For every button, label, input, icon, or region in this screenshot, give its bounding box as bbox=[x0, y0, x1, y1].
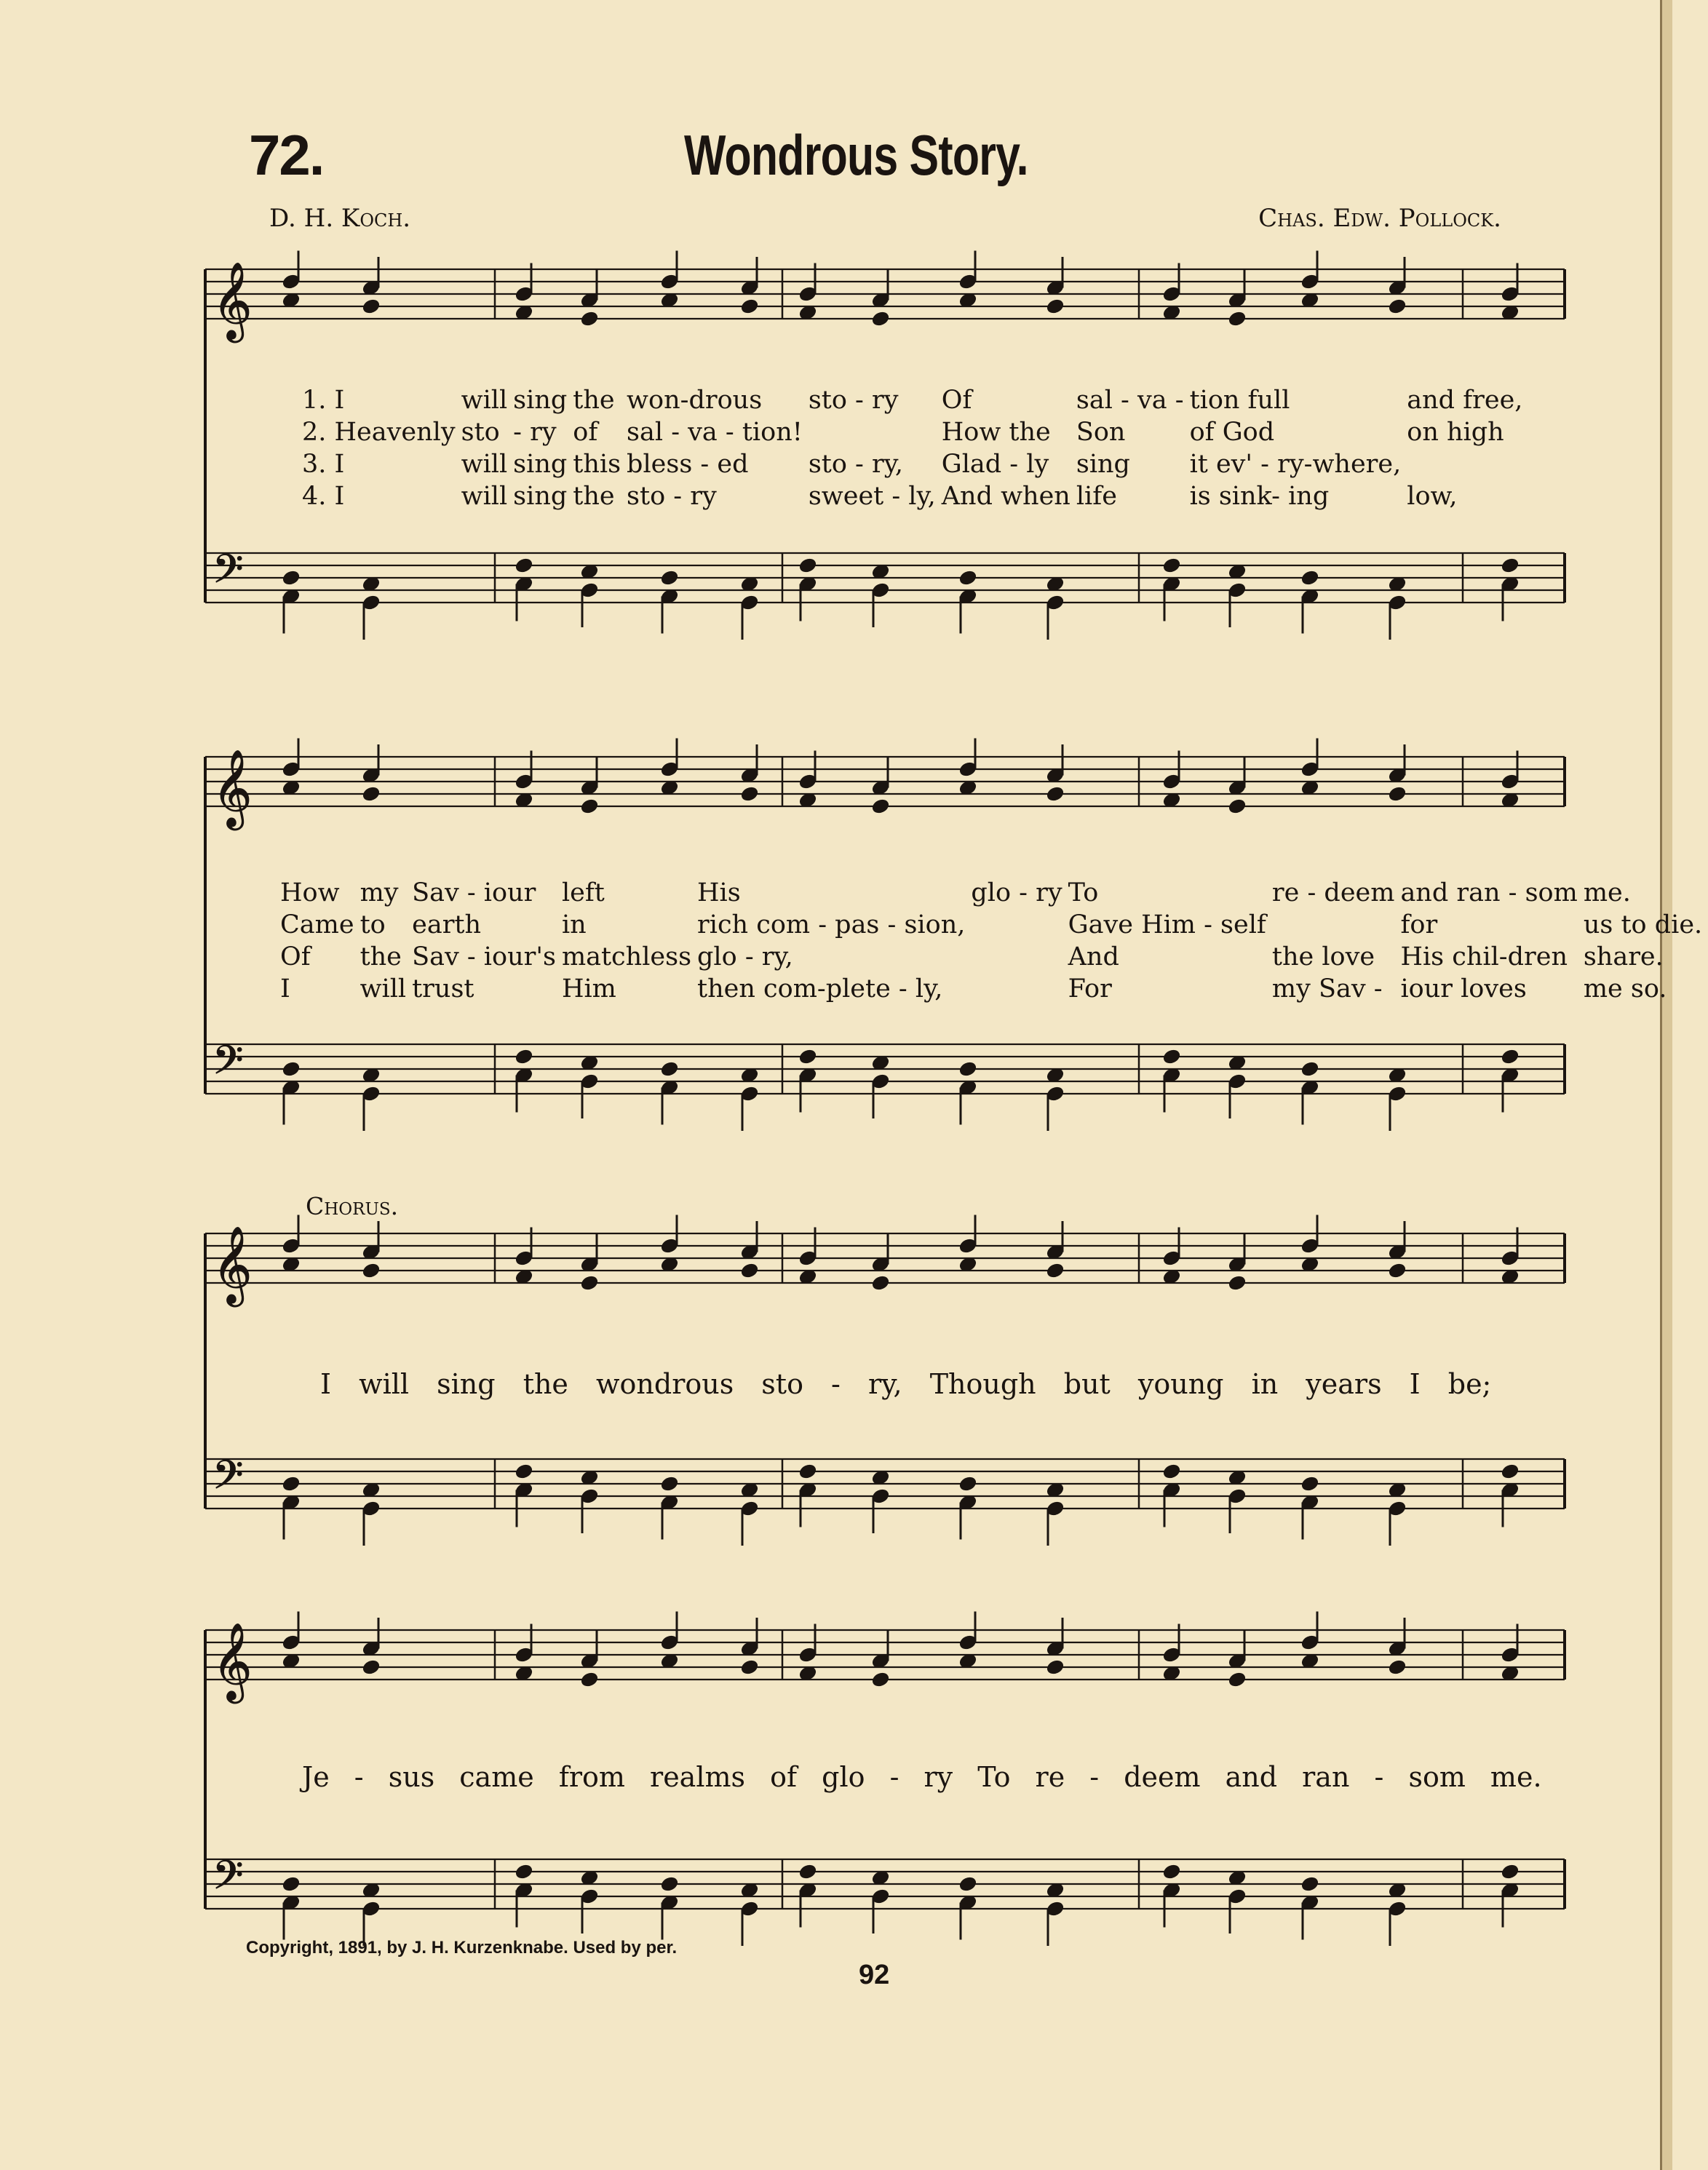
note-head bbox=[958, 569, 978, 587]
lyric-syllable: sing bbox=[513, 482, 568, 511]
lyric-syllable: Gave Him - self bbox=[1068, 910, 1266, 939]
lyric-syllable: it ev' - ry-where, bbox=[1189, 450, 1402, 479]
note-head bbox=[1501, 1463, 1520, 1480]
lyric-syllable: left bbox=[561, 878, 605, 907]
note-head bbox=[958, 1475, 978, 1493]
lyric-syllable: me so. bbox=[1583, 974, 1667, 1003]
lyric-syllable: How the bbox=[941, 418, 1051, 447]
bass-clef-icon: 𝄢 bbox=[212, 1452, 244, 1508]
lyric-syllable: glo - ry, bbox=[697, 942, 793, 971]
note-head bbox=[1162, 557, 1182, 574]
lyric-syllable: my bbox=[360, 878, 399, 907]
treble-clef-icon: 𝄞 bbox=[212, 1622, 253, 1700]
lyric-syllable: to bbox=[360, 910, 386, 939]
note-head bbox=[1228, 1671, 1247, 1688]
note-head bbox=[362, 1658, 381, 1676]
system2-verse-1 bbox=[280, 877, 1708, 909]
lyric-syllable: glo - ry bbox=[971, 878, 1062, 907]
lyric-syllable: 2. Heavenly bbox=[302, 418, 456, 447]
lyric-syllable: the bbox=[573, 386, 615, 415]
lyric-syllable: Him bbox=[561, 974, 616, 1003]
lyric-syllable: Came bbox=[280, 910, 354, 939]
note-head bbox=[1388, 785, 1407, 803]
lyric-syllable: won-drous bbox=[627, 386, 763, 415]
treble-clef-icon: 𝄞 bbox=[212, 1225, 253, 1303]
lyric-syllable: And when bbox=[941, 482, 1071, 511]
note-head bbox=[515, 557, 534, 574]
author-credit: Chas. Edw. Pollock. bbox=[1258, 204, 1501, 233]
lyric-syllable: share. bbox=[1583, 942, 1664, 971]
note-head bbox=[282, 1060, 301, 1078]
system2-verse-4 bbox=[280, 973, 1708, 1005]
lyric-syllable: Glad - ly bbox=[941, 450, 1049, 479]
note-head bbox=[660, 1475, 680, 1493]
lyric-syllable: Sav - iour's bbox=[412, 942, 556, 971]
lyric-syllable: in bbox=[561, 910, 587, 939]
note-head bbox=[362, 785, 381, 803]
lyric-syllable: I bbox=[280, 974, 290, 1003]
note-head bbox=[580, 798, 600, 815]
lyric-syllable: of God bbox=[1189, 418, 1275, 447]
lyric-syllable: To bbox=[1068, 878, 1099, 907]
lyric-syllable: low, bbox=[1407, 482, 1458, 511]
note-head bbox=[1501, 1048, 1520, 1065]
note-head bbox=[515, 1863, 534, 1880]
lyric-syllable: His bbox=[697, 878, 741, 907]
chorus-lyric-line-2: Je - sus came from realms of glo - ry To re - deem and ran - som me. bbox=[302, 1761, 1542, 1793]
lyric-syllable: the bbox=[360, 942, 402, 971]
lyric-syllable: iour loves bbox=[1400, 974, 1527, 1003]
note-head bbox=[1046, 785, 1065, 803]
note-head bbox=[871, 1671, 891, 1688]
treble-clef-icon: 𝄞 bbox=[212, 749, 253, 827]
lyric-syllable: - ry bbox=[513, 418, 557, 447]
note-head bbox=[1300, 1060, 1320, 1078]
lyric-syllable: sing bbox=[513, 450, 568, 479]
lyric-syllable: me. bbox=[1583, 878, 1631, 907]
bass-clef-icon: 𝄢 bbox=[212, 1037, 244, 1093]
lyric-syllable bbox=[971, 941, 1068, 973]
lyric-syllable: will bbox=[461, 450, 508, 479]
lyric-syllable: matchless bbox=[561, 942, 692, 971]
note-head bbox=[1501, 1863, 1520, 1880]
note-head bbox=[1388, 298, 1407, 315]
note-head bbox=[1228, 798, 1247, 815]
lyric-syllable: on high bbox=[1407, 418, 1504, 447]
note-head bbox=[798, 1463, 818, 1480]
note-head bbox=[740, 1262, 760, 1279]
hymn-title: Wondrous Story. bbox=[684, 123, 1028, 187]
lyric-syllable: will bbox=[360, 974, 407, 1003]
note-head bbox=[958, 1875, 978, 1893]
chorus-label: Chorus. bbox=[306, 1192, 399, 1220]
lyric-syllable: Sav - iour bbox=[412, 878, 536, 907]
note-head bbox=[1046, 1262, 1065, 1279]
note-head bbox=[798, 557, 818, 574]
lyric-syllable: 4. I bbox=[302, 482, 345, 511]
lyric-syllable: earth bbox=[412, 910, 482, 939]
system2-verse-3 bbox=[280, 941, 1708, 973]
system1-verse-2 bbox=[302, 416, 1528, 448]
system2-verse-2 bbox=[280, 909, 1708, 941]
lyric-syllable: life bbox=[1076, 482, 1117, 511]
lyric-syllable: us to die. bbox=[1583, 910, 1703, 939]
note-head bbox=[282, 1875, 301, 1893]
lyric-syllable: sto - ry, bbox=[808, 450, 903, 479]
lyric-syllable: rich com - pas - sion, bbox=[697, 910, 966, 939]
lyric-syllable: re - deem bbox=[1271, 878, 1395, 907]
lyric-syllable: trust bbox=[412, 974, 474, 1003]
note-head bbox=[362, 298, 381, 315]
note-head bbox=[1046, 1658, 1065, 1676]
note-head bbox=[1162, 1048, 1182, 1065]
lyric-syllable: is sink- ing bbox=[1189, 482, 1330, 511]
lyric-syllable: Of bbox=[280, 942, 311, 971]
note-head bbox=[798, 1048, 818, 1065]
verse-lyrics-system-1 bbox=[302, 384, 1528, 512]
note-head bbox=[580, 310, 600, 327]
copyright-notice: Copyright, 1891, by J. H. Kurzenknabe. Used by per. bbox=[246, 1938, 678, 1958]
lyric-syllable: Of bbox=[941, 386, 972, 415]
note-head bbox=[1046, 298, 1065, 315]
system1-verse-4 bbox=[302, 480, 1528, 512]
note-head bbox=[1300, 1475, 1320, 1493]
system1-verse-3 bbox=[302, 448, 1528, 480]
note-head bbox=[660, 1060, 680, 1078]
note-head bbox=[1162, 1463, 1182, 1480]
lyric-syllable: sal - va - bbox=[1076, 386, 1184, 415]
note-head bbox=[958, 1060, 978, 1078]
note-head bbox=[282, 1475, 301, 1493]
chorus-lyric-line-1: I will sing the wondrous sto - ry, Though but young in years I be; bbox=[320, 1368, 1492, 1400]
note-head bbox=[1300, 569, 1320, 587]
lyric-syllable bbox=[809, 416, 942, 448]
note-head bbox=[580, 1274, 600, 1292]
lyric-syllable: His chil-dren bbox=[1400, 942, 1568, 971]
verse-lyrics-system-2 bbox=[280, 877, 1708, 1005]
note-head bbox=[660, 1875, 680, 1893]
lyric-syllable: sto - ry bbox=[808, 386, 899, 415]
lyric-syllable: my Sav - bbox=[1271, 974, 1383, 1003]
lyric-syllable: sweet - ly, bbox=[808, 482, 936, 511]
lyric-syllable: then com-plete - ly, bbox=[697, 974, 943, 1003]
note-head bbox=[1162, 1863, 1182, 1880]
lyric-syllable: and ran - som bbox=[1400, 878, 1578, 907]
lyric-syllable bbox=[1272, 909, 1401, 941]
treble-clef-icon: 𝄞 bbox=[212, 261, 253, 339]
lyric-syllable: for bbox=[1400, 910, 1438, 939]
note-head bbox=[740, 785, 760, 803]
note-head bbox=[740, 1658, 760, 1676]
lyric-syllable: 3. I bbox=[302, 450, 345, 479]
note-head bbox=[798, 1863, 818, 1880]
note-head bbox=[660, 569, 680, 587]
note-head bbox=[740, 298, 760, 315]
lyric-syllable: How bbox=[280, 878, 340, 907]
lyric-syllable: of bbox=[573, 418, 598, 447]
lyric-syllable: will bbox=[461, 386, 508, 415]
lyric-syllable: bless - ed bbox=[627, 450, 749, 479]
lyric-syllable: sal - va - tion! bbox=[627, 418, 803, 447]
lyric-syllable: sing bbox=[1076, 450, 1130, 479]
system1-verse-1 bbox=[302, 384, 1528, 416]
lyric-syllable: the bbox=[573, 482, 615, 511]
lyric-syllable bbox=[1407, 448, 1528, 480]
lyric-syllable: and free, bbox=[1407, 386, 1523, 415]
lyric-syllable: 1. I bbox=[302, 386, 345, 415]
lyric-syllable bbox=[971, 909, 1068, 941]
note-head bbox=[580, 1671, 600, 1688]
lyric-syllable: Son bbox=[1076, 418, 1126, 447]
note-head bbox=[1388, 1658, 1407, 1676]
hymn-number: 72. bbox=[249, 123, 324, 187]
lyric-syllable: sing bbox=[513, 386, 568, 415]
bass-clef-icon: 𝄢 bbox=[212, 546, 244, 602]
lyric-syllable bbox=[971, 973, 1068, 1005]
note-head bbox=[871, 798, 891, 815]
note-head bbox=[515, 1463, 534, 1480]
note-head bbox=[282, 569, 301, 587]
lyric-syllable: tion full bbox=[1189, 386, 1290, 415]
note-head bbox=[871, 1274, 891, 1292]
note-head bbox=[515, 1048, 534, 1065]
note-head bbox=[1300, 1875, 1320, 1893]
note-head bbox=[1228, 1274, 1247, 1292]
lyric-syllable: this bbox=[573, 450, 621, 479]
note-head bbox=[362, 1262, 381, 1279]
lyric-syllable: the love bbox=[1271, 942, 1375, 971]
bass-clef-icon: 𝄢 bbox=[212, 1852, 244, 1908]
lyric-syllable: And bbox=[1068, 942, 1119, 971]
lyric-syllable: will bbox=[461, 482, 508, 511]
note-head bbox=[1388, 1262, 1407, 1279]
lyric-syllable: For bbox=[1068, 974, 1112, 1003]
composer-credit: D. H. Koch. bbox=[269, 204, 411, 233]
note-head bbox=[871, 310, 891, 327]
note-head bbox=[1228, 310, 1247, 327]
note-head bbox=[1501, 557, 1520, 574]
lyric-syllable: sto - ry bbox=[627, 482, 717, 511]
page-number: 92 bbox=[859, 1960, 890, 1990]
lyric-syllable: sto bbox=[461, 418, 500, 447]
